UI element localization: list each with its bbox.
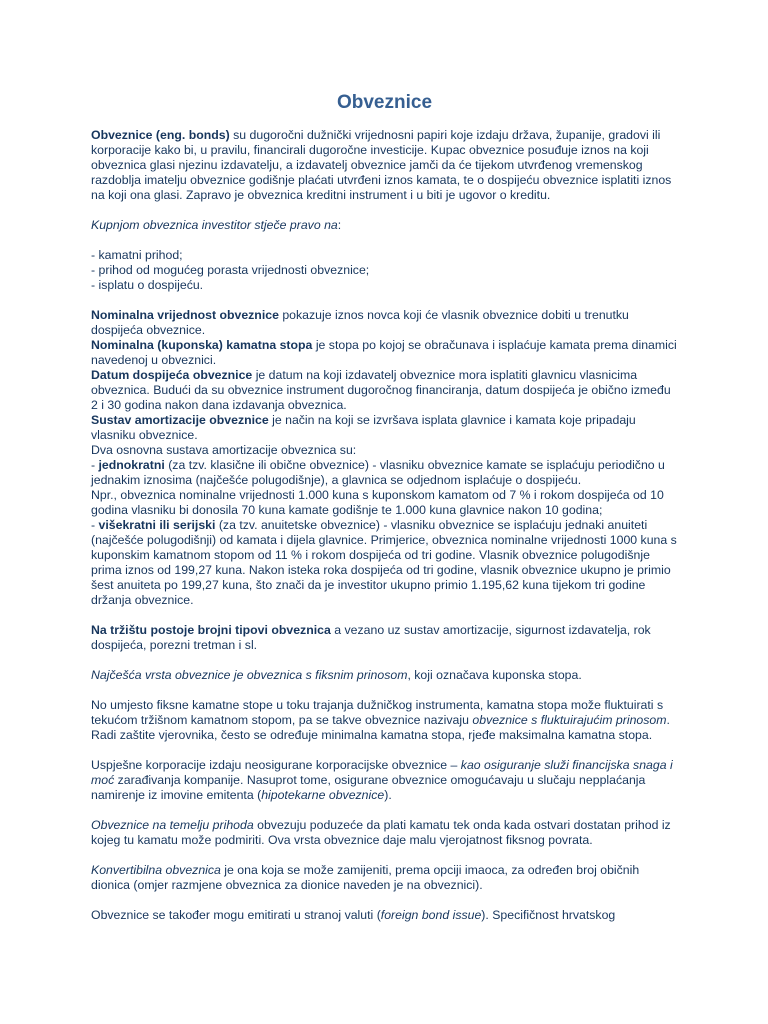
foreign-paragraph: Obveznice se također mogu emitirati u stranoj valuti (foreign bond issue). Specifičnost hrvatskog — [91, 908, 616, 922]
two-systems-text: Dva osnovna sustava amortizacije obveznica su: — [91, 443, 357, 457]
definitions-block: Nominalna vrijednost obveznice pokazuje iznos novca koji će vlasnik obveznice dobiti u trenutku dospijeća obveznice. Nominalna (kuponska) kamatna stopa je stopa po kojoj se obračunava i isplaćuje kamata prema dinamici navedenoj u obveznici. Datum dospijeća obveznice je datum na koji izdavatelj obveznice mora isplatiti glavnicu vlasnicima obveznica. Budući da su obveznice instrument dugoročnog financiranja, datum dospijeća je obično između 2 i 30 godina nakon dana izdavanja obveznica. Sustav amortizacije obveznice je način na koji se izvršava isplata glavnice i kamata koje pripadaju vlasniku obveznice. Dva osnovna sustava amortizacije obveznica su: - jednokratni (za tzv. klasične ili obične obveznice) - vlasniku obveznice kamate se isplaćuju periodično u jednakim iznosima (najčešće polugodišnje), a glavnica se odjednom isplaćuje o dospijeću. Npr., obveznica nominalne vrijednosti 1.000 kuna s kuponskom kamatom od 7 % i rokom dospijeća od 10 godina vlasniku bi donosila 70 kuna kamate godišnje te 1.000 kuna glavnice nakon 10 godina; - višekratni ili serijski (za tzv. anuitetske obveznice) - vlasniku obveznice se isplaćuju jednaki anuiteti (najčešće polugodišnji) od kamata i dijela glavnice. Primjerice, obveznica nominalne vrijednosti 1000 kuna s kuponskim kamatnom stopom od 11 % i rokom dospijeća od tri godine. Vlasnik obveznice polugodišnje prima iznos od 199,27 kuna. Nakon isteka roka dospijeća od tri godine, vlasnik obveznice ukupno je primio šest anuiteta po 199,27 kuna, što znači da je investitor ukupno primio 1.195,62 kuna tijekom tri godine držanja obveznice. — [91, 308, 677, 607]
rights-heading-italic: Kupnjom obveznica investitor stječe pravo na — [91, 218, 338, 232]
maturity-term: Datum dospijeća obveznice — [91, 368, 253, 382]
intro-term: Obveznice (eng. bonds) — [91, 128, 230, 142]
convertible-paragraph: Konvertibilna obveznica je ona koja se može zamijeniti, prema opciji imaoca, za određen broj običnih dionica (omjer razmjene obveznica za dionice naveden je na obveznici). — [91, 863, 640, 892]
coupon-term: Nominalna (kuponska) kamatna stopa — [91, 338, 313, 352]
fixed-paragraph: Najčešća vrsta obveznice je obveznica s fiksnim prinosom, koji označava kuponska stopa. — [91, 668, 582, 682]
nominal-term: Nominalna vrijednost obveznice — [91, 308, 279, 322]
single-term: jednokratni — [98, 458, 165, 472]
list-item: - isplatu o dospijeću. — [91, 278, 204, 292]
intro-text: su dugoročni dužnički vrijednosni papiri koje izdaju država, županije, gradovi ili korporacije kako bi, u pravilu, financirali dugoročne investicije. Kupac obveznice posuđuje iznos na koji obveznica glasi njezinu izdavatelju, a izdavatelj obveznice jamči da će tijekom utvrđenog vremenskog razdoblja imatelju obveznice godišnje plaćati utvrđeni iznos kamata, te o dospijeću obveznice isplatiti iznos na koji ona glasi. Zapravo je obveznica kreditni instrument i u biti je ugovor o kreditu. — [91, 128, 672, 202]
document-title: Obveznice — [336, 92, 433, 113]
floating-paragraph: No umjesto fiksne kamatne stope u toku trajanja dužničkog instrumenta, kamatna stopa može fluktuirati s tekućom tržišnom kamatnom stopom, pa se takve obveznice nazivaju obveznice s fluktuirajućim prinosom. Radi zaštite vjerovnika, često se određuje minimalna kamatna stopa, rjeđe maksimalna kamatna stopa. — [91, 698, 670, 742]
list-item: - prihod od mogućeg porasta vrijednosti obveznice; — [91, 263, 370, 277]
unsecured-paragraph: Uspješne korporacije izdaju neosigurane korporacijske obveznice – kao osiguranje služi financijska snaga i moć zarađivanja kompanije. Nasuprot tome, osigurane obveznice omogućavaju u slučaju nepplaćanja namirenje iz imovine emitenta (hipotekarne obveznice). — [91, 758, 673, 802]
amortization-term: Sustav amortizacije obveznice — [91, 413, 269, 427]
intro-paragraph — [91, 128, 678, 203]
example-text: Npr., obveznica nominalne vrijednosti 1.000 kuna s kuponskom kamatom od 7 % i rokom dospijeća od 10 godina vlasniku bi donosila 70 kuna kamate godišnje te 1.000 kuna glavnice nakon 10 godina; — [91, 488, 664, 517]
multi-term: višekratni ili serijski — [98, 518, 216, 532]
income-paragraph: Obveznice na temelju prihoda obvezuju poduzeće da plati kamatu tek onda kada ostvari dostatan prihod iz kojeg tu kamatu može podmiriti. Ova vrsta obveznice daje malu vjerojatnost fiksnog povrata. — [91, 818, 671, 847]
rights-list — [91, 248, 678, 293]
market-paragraph: Na tržištu postoje brojni tipovi obveznica a vezano uz sustav amortizacije, sigurnost izdavatelja, rok dospijeća, porezni tretman i sl. — [91, 623, 651, 652]
rights-heading: Kupnjom obveznica investitor stječe pravo na: — [91, 218, 342, 232]
list-item: - kamatni prihod; — [91, 248, 183, 262]
